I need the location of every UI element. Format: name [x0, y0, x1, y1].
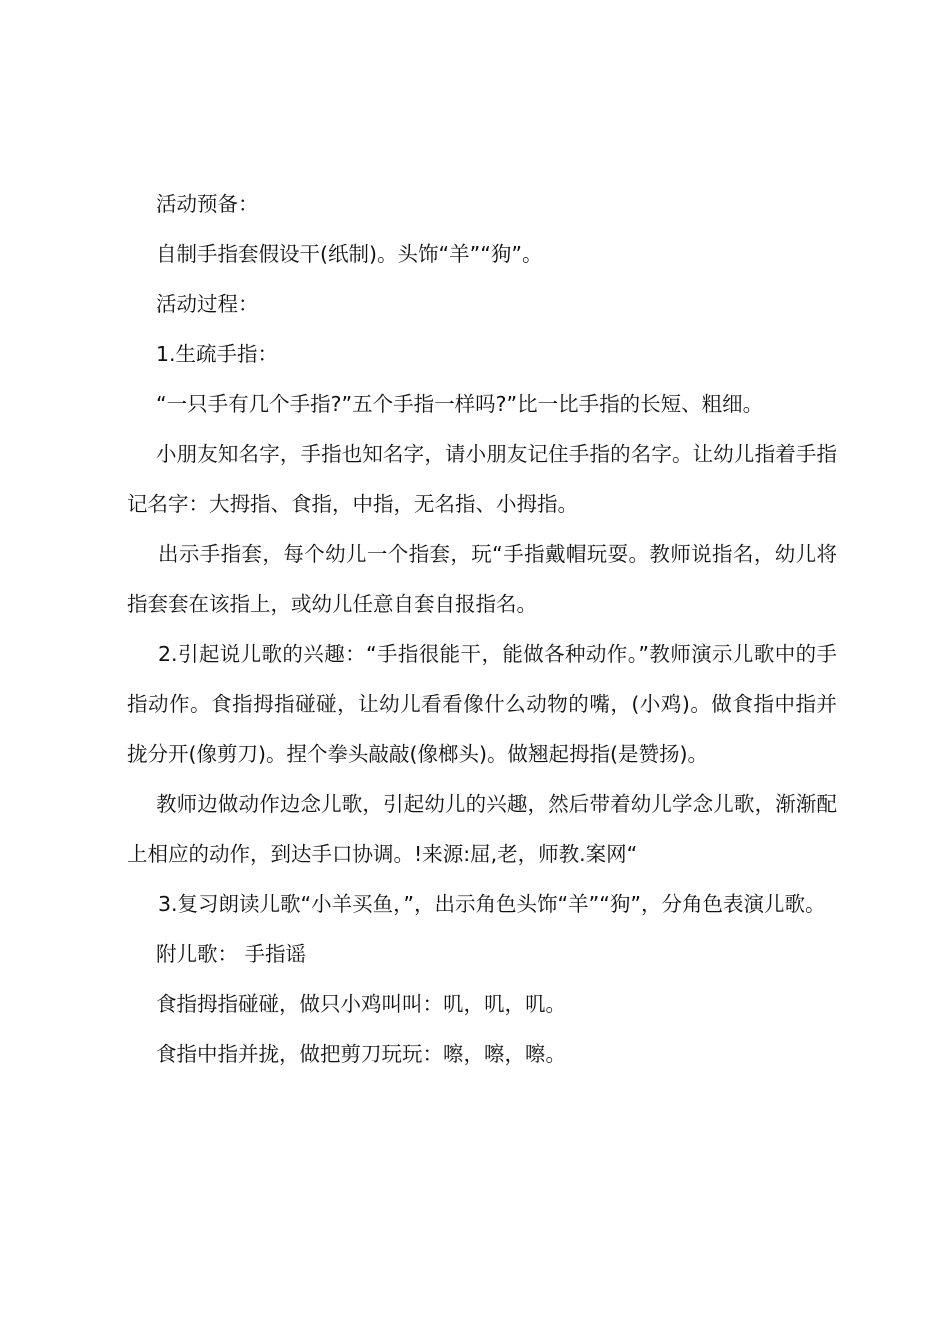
- paragraph-activity-process-heading: 活动过程：: [156, 292, 259, 316]
- paragraph-materials: 自制手指套假设干(纸制)。头饰“羊”“狗”。: [156, 242, 543, 266]
- paragraph-question: “一只手有几个手指?”五个手指一样吗?”比一比手指的长短、粗细。: [156, 392, 764, 416]
- paragraph-rhyme-line-2: 食指中指并拢，做把剪刀玩玩：嚓，嚓，嚓。: [156, 1042, 566, 1066]
- paragraph-step-1-heading: 1.生疏手指：: [156, 342, 279, 366]
- paragraph-step-2: 2.引起说儿歌的兴趣：“手指很能干，能做各种动作。”教师演示儿歌中的手指动作。食指拇指碰碰，让幼儿看看像什么动物的嘴，(小鸡)。做食指中指并拢分开(像剪刀)。捏个拳头敲敲(像榔头)。做翘起拇指(是赞扬)。: [127, 642, 837, 766]
- paragraph-teacher-demo: 教师边做动作边念儿歌，引起幼儿的兴趣，然后带着幼儿学念儿歌，渐渐配上相应的动作，到达手口协调。!来源:屈,老，师教.案网“: [127, 792, 837, 866]
- paragraph-finger-names: 小朋友知名字，手指也知名字，请小朋友记住手指的名字。让幼儿指着手指记名字：大拇指、食指，中指，无名指、小拇指。: [127, 442, 837, 516]
- document-body: [127, 179, 837, 1079]
- paragraph-rhyme-line-1: 食指拇指碰碰，做只小鸡叫叫：叽，叽，叽。: [156, 992, 566, 1016]
- paragraph-finger-caps: 出示手指套，每个幼儿一个指套，玩“手指戴帽玩耍。教师说指名，幼儿将指套套在该指上，或幼儿任意自套自报指名。: [127, 542, 837, 616]
- paragraph-step-3: 3.复习朗读儿歌“小羊买鱼，”，出示角色头饰“羊”“狗”，分角色表演儿歌。: [158, 892, 826, 916]
- paragraph-appendix-title: 附儿歌： 手指谣: [156, 942, 307, 966]
- paragraph-activity-preparation-heading: 活动预备：: [156, 192, 259, 216]
